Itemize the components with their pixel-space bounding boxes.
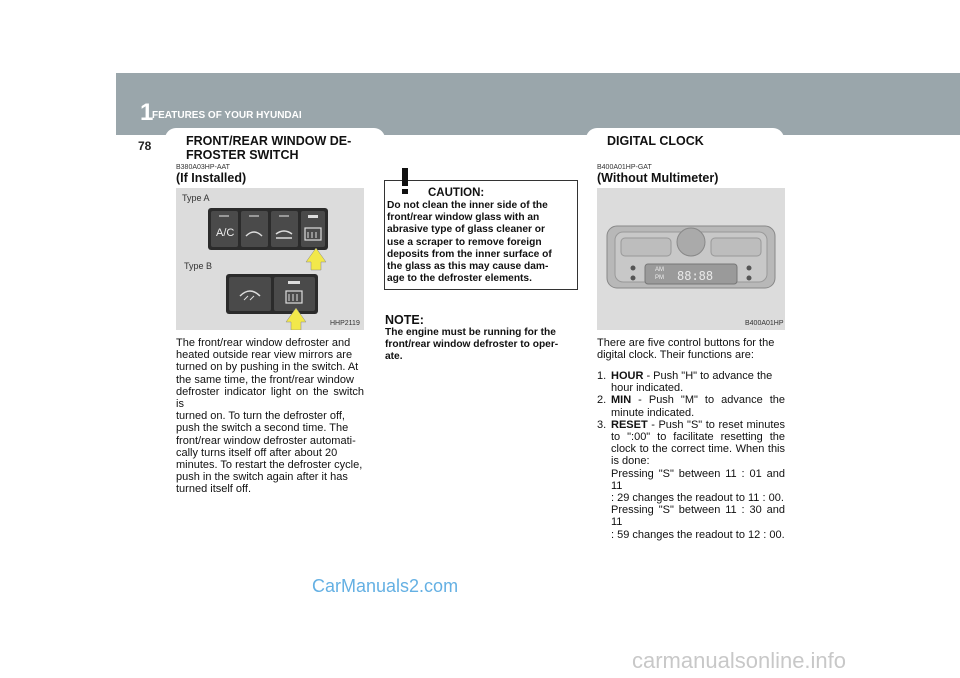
digital-clock-title: DIGITAL CLOCK (607, 134, 704, 148)
digital-clock-figure (597, 188, 785, 330)
list-item-reset (597, 419, 785, 541)
clock-intro-line-2: digital clock. Their functions are: (597, 349, 754, 362)
defroster-line-9: cally turns itself off after about 20 (176, 446, 338, 459)
defroster-line-3: turned on by pushing in the switch. At (176, 361, 359, 374)
defroster-line-7: push the switch a second time. The (176, 422, 349, 435)
section-number: 1 (140, 99, 154, 126)
hour-text-2: hour indicated. (611, 382, 684, 395)
type-b-label: Type B (184, 261, 213, 271)
digital-clock-illustration (597, 188, 785, 330)
defroster-description (176, 337, 364, 496)
page-number: 78 (138, 139, 152, 153)
clock-section-code: B400A01HP-GAT (597, 164, 652, 171)
defroster-line-8: front/rear window defroster automati- (176, 434, 356, 447)
note-text (385, 327, 577, 364)
caution-title: CAUTION: (428, 187, 485, 199)
min-key: MIN (611, 394, 632, 407)
watermark-carmanualsonline: carmanualsonline.info (632, 648, 847, 673)
caution-line-3: abrasive type of glass cleaner or (387, 224, 545, 236)
caution-exclamation-icon (390, 164, 420, 196)
reset-key: RESET (611, 418, 648, 431)
clock-intro (597, 337, 785, 361)
reset-detail-1: Pressing "S" between 11 : 01 and 11 (611, 467, 785, 492)
caution-line-7: age to the defroster elements. (387, 273, 532, 285)
hour-key: HOUR (611, 370, 644, 382)
caution-text (387, 200, 575, 285)
defroster-line-11: push in the switch again after it has (176, 471, 348, 484)
note-line-2: front/rear window defroster to oper- (385, 339, 559, 351)
note-line-1: The engine must be running for the (385, 327, 556, 338)
caution-line-4: use a scraper to remove foreign (387, 236, 542, 248)
defroster-line-12: turned itself off. (176, 483, 252, 496)
reset-text: - Push "S" to reset minutes to ":00" to facilitate resetting the clock to the correct time. When this is done: (611, 418, 785, 468)
defroster-line-6: turned on. To turn the defroster off, (176, 410, 345, 423)
defroster-switch-illustration (176, 188, 364, 330)
hour-text-1: - Push "H" to advance the (643, 370, 773, 382)
list-item-hour (597, 370, 785, 394)
header-band (116, 73, 960, 135)
reset-detail-2: : 29 changes the readout to 11 : 00. (611, 492, 784, 505)
list-number-3: 3. (597, 418, 607, 431)
list-number-1: 1. (597, 370, 607, 382)
clock-subtitle: (Without Multimeter) (597, 171, 719, 185)
type-a-label: Type A (182, 193, 210, 203)
defroster-title-line1: FRONT/REAR WINDOW DE- (186, 134, 352, 148)
list-item-min (597, 394, 785, 418)
defroster-figure-code: HHP2119 (330, 320, 360, 327)
reset-detail-3: Pressing "S" between 11 : 30 and 11 (611, 504, 785, 529)
clock-display-readout: 88:88 (677, 269, 714, 283)
defroster-section-code: B380A03HP-AAT (176, 164, 230, 171)
defroster-subtitle: (If Installed) (176, 171, 247, 185)
min-text: - Push "M" to advance the minute indicated. (611, 394, 785, 419)
caution-line-2: front/rear window glass with an (387, 212, 540, 224)
clock-pm-label: PM (655, 275, 664, 281)
defroster-line-1: The front/rear window defroster and (176, 337, 351, 349)
clock-am-label: AM (655, 267, 664, 273)
ac-button-label: A/C (216, 227, 235, 239)
defroster-line-2: heated outside rear view mirrors are (176, 349, 353, 362)
clock-intro-line-1: There are five control buttons for the (597, 337, 775, 349)
section-title: FEATURES OF YOUR HYUNDAI (152, 110, 302, 121)
caution-line-1: Do not clean the inner side of the (387, 200, 548, 211)
defroster-line-4: the same time, the front/rear window (176, 373, 354, 386)
defroster-switch-figure (176, 188, 364, 330)
defroster-title-line2: FROSTER SWITCH (186, 148, 299, 162)
defroster-line-5: defroster indicator light on the switch is (176, 385, 364, 411)
defroster-title (186, 134, 351, 162)
list-number-2: 2. (597, 394, 607, 407)
note-line-3: ate. (385, 351, 403, 363)
defroster-line-10: minutes. To restart the defroster cycle, (176, 459, 363, 472)
clock-figure-code: B400A01HP (745, 320, 784, 327)
clock-button-list (597, 370, 785, 541)
note-title: NOTE: (385, 313, 424, 327)
caution-line-5: deposits from the inner surface of (387, 248, 552, 260)
caution-line-6: the glass as this may cause dam- (387, 261, 549, 273)
watermark-carmanuals2: CarManuals2.com (312, 576, 459, 596)
reset-detail-4: : 59 changes the readout to 12 : 00. (611, 528, 785, 541)
